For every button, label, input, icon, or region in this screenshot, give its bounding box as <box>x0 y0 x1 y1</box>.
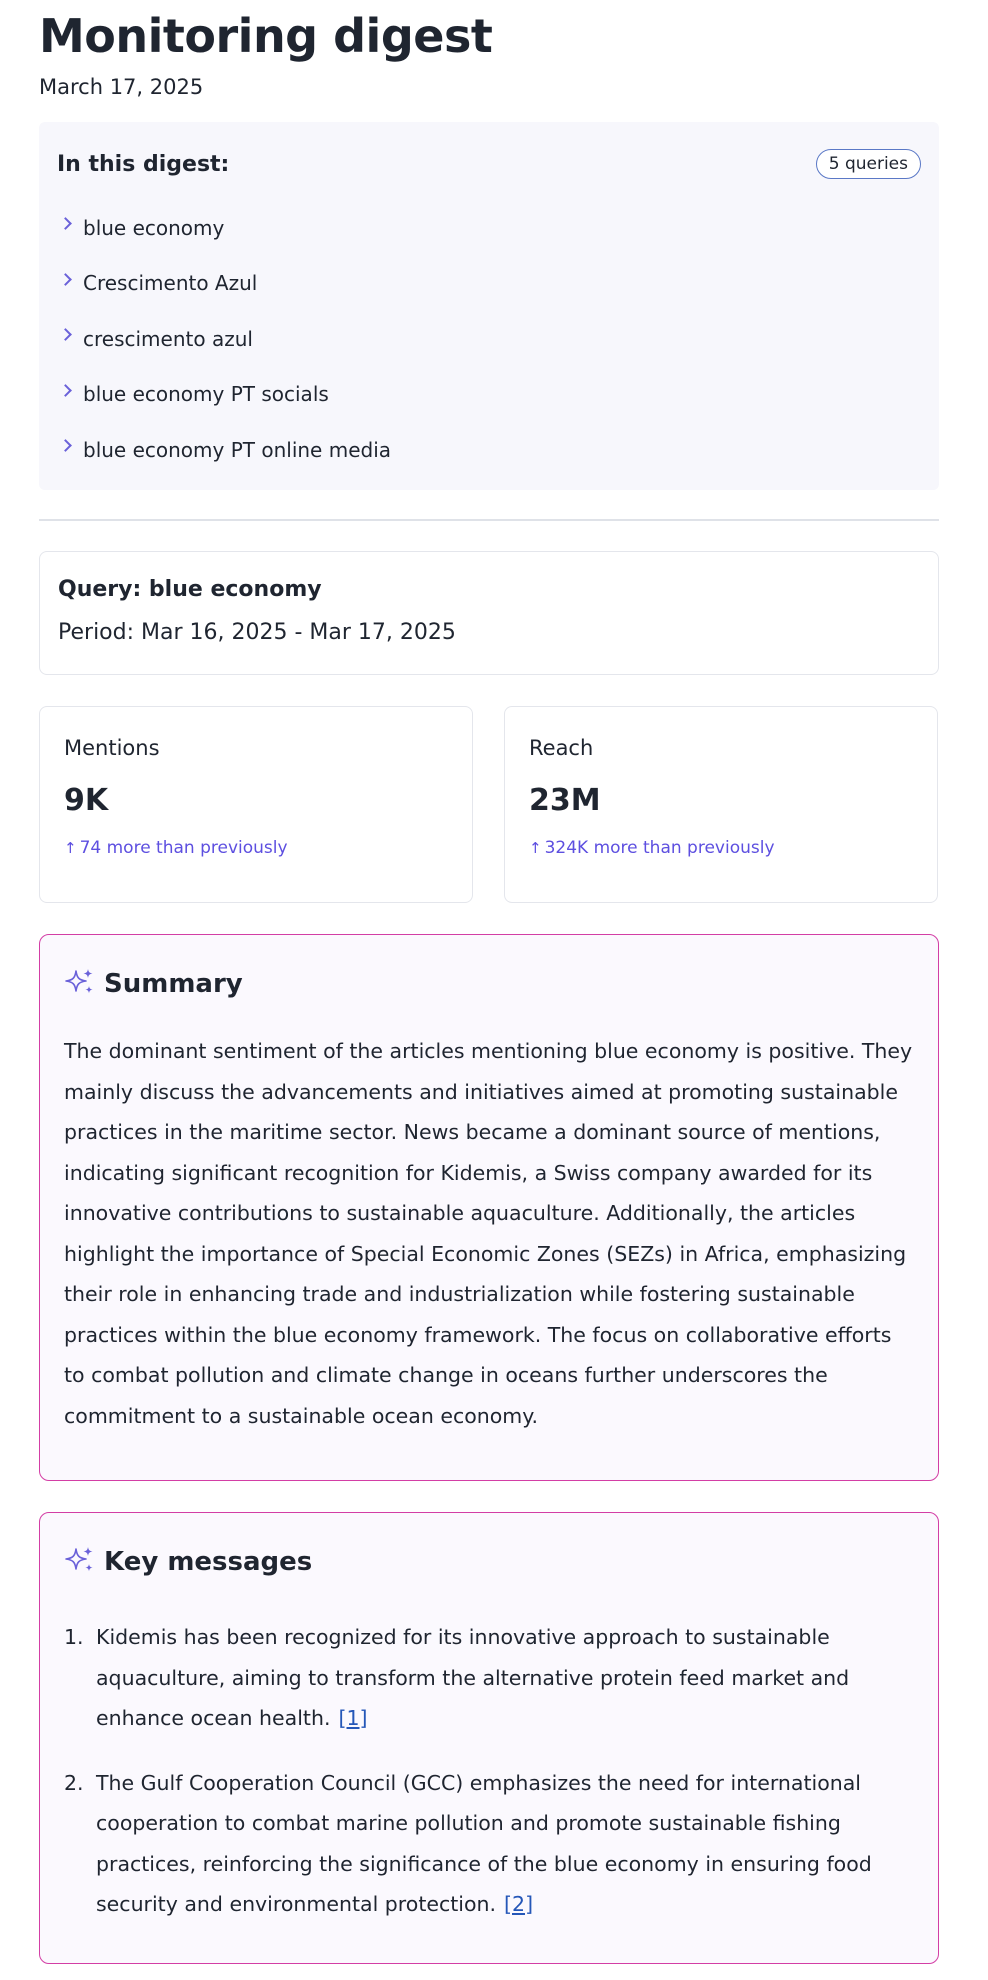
reach-change <box>529 837 913 859</box>
query-label: Query: blue economy <box>58 577 322 602</box>
digest-header <box>57 146 921 182</box>
chevron-right-icon <box>59 328 72 341</box>
key-message-body <box>96 1763 914 1925</box>
section-divider <box>39 519 939 521</box>
digest-title: In this digest: <box>57 151 230 177</box>
digest-query-label: Crescimento Azul <box>83 271 258 296</box>
mentions-change <box>64 837 448 859</box>
query-count-badge: 5 queries <box>816 149 921 179</box>
summary-title: Summary <box>104 969 243 999</box>
key-message-number: 2. <box>64 1770 84 1795</box>
key-messages-list <box>64 1617 914 1925</box>
sparkle-icon <box>64 1545 98 1579</box>
digest-query-item[interactable] <box>57 311 921 367</box>
chevron-right-icon <box>59 217 72 230</box>
chevron-right-icon <box>59 439 72 452</box>
mentions-stat-card <box>39 706 473 903</box>
digest-query-label: blue economy PT online media <box>83 437 392 462</box>
key-message-number: 1. <box>64 1625 84 1649</box>
digest-date: March 17, 2025 <box>39 75 204 99</box>
summary-text: The dominant sentiment of the articles mentioning blue economy is positive. They mainly discuss the advancements and initiatives aimed at promoting sustainable practices in the maritime sector. News became a dominant source of mentions, indicating significant recognition for Kidemis, a Swiss company awarded for its innovative contributions to sustainable aquaculture. Additionally, the articles highlight the importance of Special Economic Zones (SEZs) in Africa, emphasizing their role in enhancing trade and industrialization while fostering sustainable practices within the blue economy framework. The focus on collaborative efforts to combat pollution and climate change in oceans further underscores the commitment to a sustainable ocean economy. <box>64 1039 913 1428</box>
chevron-right-icon <box>59 273 72 286</box>
query-info-card <box>39 551 939 675</box>
key-message-body <box>96 1617 914 1739</box>
sparkle-icon <box>64 967 98 1001</box>
page-header <box>39 0 949 100</box>
digest-query-label: crescimento azul <box>83 326 253 351</box>
mentions-change-text: 74 more than previously <box>79 838 288 858</box>
reference-link[interactable]: [1] <box>338 1706 368 1730</box>
summary-header <box>64 963 914 1005</box>
digest-query-item[interactable] <box>57 200 921 256</box>
arrow-up-icon: ↑ <box>64 839 77 857</box>
digest-query-item[interactable] <box>57 256 921 312</box>
arrow-up-icon: ↑ <box>529 839 542 857</box>
mentions-label: Mentions <box>64 736 160 760</box>
summary-panel <box>39 934 939 1481</box>
key-messages-header <box>64 1541 914 1583</box>
key-messages-title: Key messages <box>104 1547 313 1577</box>
key-message-item <box>64 1617 914 1739</box>
reach-stat-card <box>504 706 938 903</box>
reach-label: Reach <box>529 736 594 760</box>
mentions-value: 9K <box>64 783 109 818</box>
key-messages-panel <box>39 1512 939 1964</box>
reach-change-text: 324K more than previously <box>544 838 775 858</box>
key-message-text: The Gulf Cooperation Council (GCC) emphasizes the need for international cooperation to combat marine pollution and promote sustainable fishing practices, reinforcing the significance of the blue economy in ensuring food security and environmental protection. <box>96 1770 872 1916</box>
page-title: Monitoring digest <box>39 9 493 63</box>
digest-query-item[interactable] <box>57 367 921 423</box>
digest-query-list <box>57 200 921 478</box>
key-message-text: Kidemis has been recognized for its innovative approach to sustainable aquaculture, aiming to transform the alternative protein feed market and enhance ocean health. <box>96 1625 850 1730</box>
query-period: Period: Mar 16, 2025 - Mar 17, 2025 <box>58 620 456 645</box>
digest-contents <box>39 122 939 490</box>
chevron-right-icon <box>59 384 72 397</box>
reach-value: 23M <box>529 783 601 818</box>
digest-query-label: blue economy <box>83 215 225 240</box>
digest-query-item[interactable] <box>57 422 921 478</box>
reference-link[interactable]: [2] <box>504 1892 534 1916</box>
digest-query-label: blue economy PT socials <box>83 382 329 407</box>
key-message-item <box>64 1763 914 1925</box>
